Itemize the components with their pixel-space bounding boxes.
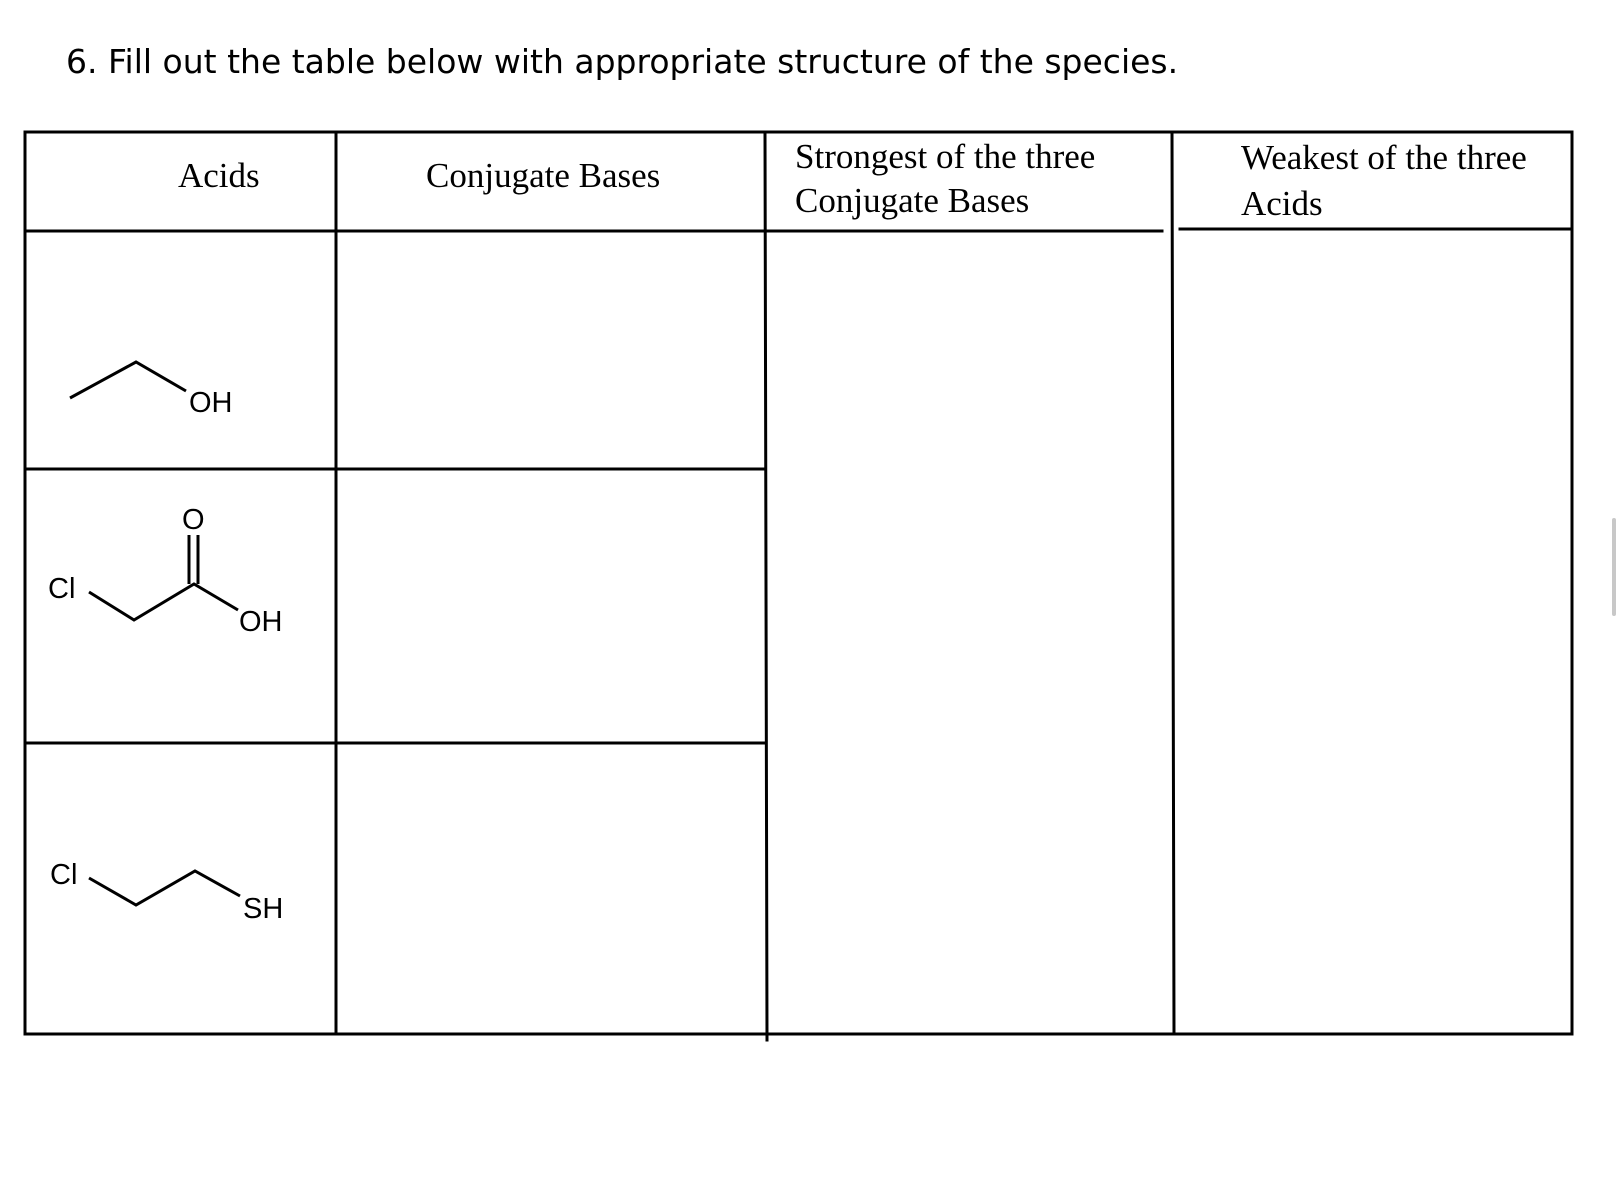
header-weakest-line2: Acids [1241, 184, 1323, 223]
atom-label-cl: Cl [48, 573, 76, 605]
column-divider-3 [1172, 132, 1174, 1034]
header-weakest-line1: Weakest of the three [1241, 138, 1527, 177]
atom-label-sh: SH [243, 893, 284, 925]
atom-label-oh: OH [239, 606, 283, 638]
header-strongest-line2: Conjugate Bases [795, 181, 1030, 220]
chloroethanethiol-bonds [89, 871, 240, 905]
question-text: 6. Fill out the table below with appropriate structure of the species. [66, 42, 1179, 81]
chloroacetic-acid-bonds [89, 584, 238, 620]
atom-label-cl: Cl [50, 859, 78, 891]
scrollbar-thumb[interactable] [1612, 518, 1616, 616]
header-acids: Acids [178, 156, 260, 195]
atom-label-oh: OH [189, 387, 233, 419]
atom-label-o: O [182, 504, 205, 536]
molecule-chloroethanethiol [50, 859, 283, 925]
column-divider-2 [765, 132, 767, 1040]
ethanol-bonds [70, 362, 186, 398]
molecule-ethanol [70, 362, 233, 419]
molecule-chloroacetic-acid [48, 504, 283, 638]
header-strongest-line1: Strongest of the three [795, 137, 1096, 176]
header-conjugate-bases: Conjugate Bases [426, 156, 661, 195]
